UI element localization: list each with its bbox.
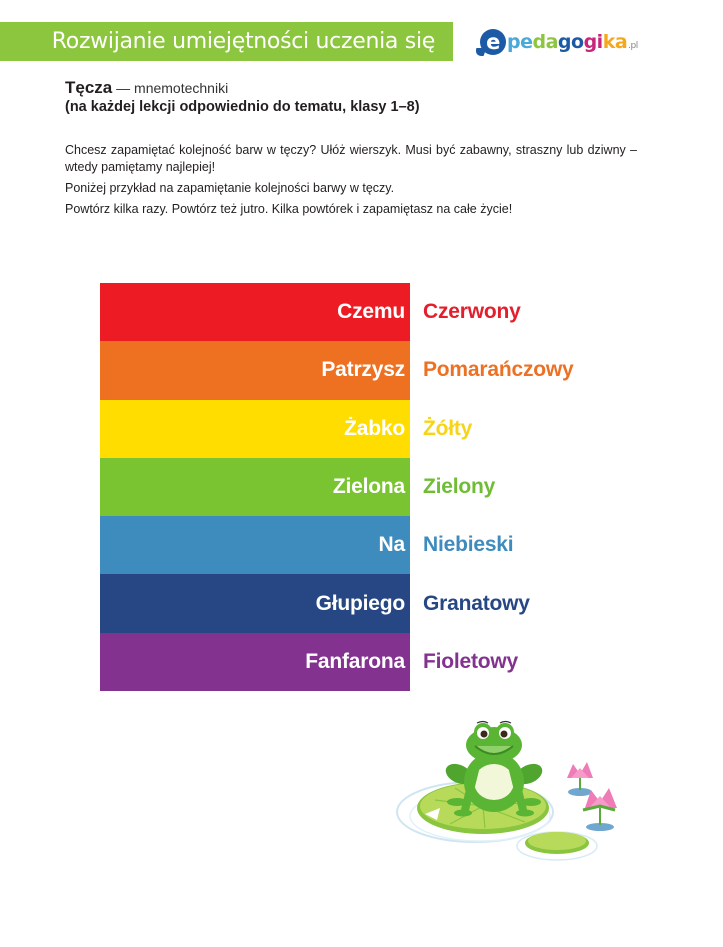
color-name: Niebieski (423, 533, 514, 557)
intro-paragraph: Poniżej przykład na zapamiętanie kolejności barwy w tęczy. (65, 181, 395, 195)
color-name: Żółty (423, 416, 473, 440)
mnemonic-word: Fanfarona (305, 649, 405, 673)
color-stripe (100, 458, 410, 516)
rainbow-row (100, 283, 620, 341)
epedagogika-logo (480, 24, 638, 60)
rainbow-row (100, 516, 620, 574)
intro-paragraph: Chcesz zapamiętać kolejność barw w tęczy? Ułóż wierszyk. Musi być zabawny, straszny lub dziwny – wtedy pamiętamy najlepiej! (65, 143, 637, 174)
title-main: Tęcza (65, 78, 113, 97)
rainbow-row (100, 574, 620, 632)
intro-paragraph: Powtórz kilka razy. Powtórz też jutro. Kilka powtórek i zapamiętasz na całe życie! (65, 202, 513, 216)
logo-segment: go (557, 31, 584, 53)
title-suffix: — mnemotechniki (112, 80, 229, 96)
logo-suffix: .pl (628, 41, 638, 51)
rainbow-row (100, 458, 620, 516)
color-name: Czerwony (423, 300, 521, 324)
rainbow-mnemonic-table (100, 283, 620, 691)
rainbow-row (100, 400, 620, 458)
mnemonic-word: Patrzysz (321, 358, 405, 382)
page-subtitle: (na każdej lekcji odpowiednio do tematu, klasy 1–8) (65, 99, 420, 115)
mnemonic-word: Czemu (337, 300, 405, 324)
color-stripe (100, 633, 410, 691)
color-stripe (100, 341, 410, 399)
rainbow-row (100, 633, 620, 691)
logo-segment: ka (602, 31, 628, 53)
color-stripe (100, 283, 410, 341)
page-title (65, 78, 228, 98)
logo-segment: pe (507, 31, 533, 53)
mnemonic-word: Głupiego (315, 591, 405, 615)
color-stripe (100, 516, 410, 574)
header-bar (0, 22, 453, 61)
logo-segment: gi (583, 31, 603, 53)
color-name: Fioletowy (423, 649, 519, 673)
logo-e-icon: e (480, 29, 506, 55)
frog-on-lily-pad-icon (395, 710, 635, 870)
color-name: Zielony (423, 475, 496, 499)
color-stripe (100, 400, 410, 458)
logo-segment: da (532, 31, 558, 53)
color-name: Granatowy (423, 591, 530, 615)
rainbow-row (100, 341, 620, 399)
header-title: Rozwijanie umiejętności uczenia się (51, 29, 435, 54)
intro-text (65, 142, 637, 222)
color-stripe (100, 574, 410, 632)
mnemonic-word: Zielona (332, 475, 405, 499)
mnemonic-word: Żabko (344, 416, 405, 440)
color-name: Pomarańczowy (423, 358, 574, 382)
mnemonic-word: Na (378, 533, 405, 557)
